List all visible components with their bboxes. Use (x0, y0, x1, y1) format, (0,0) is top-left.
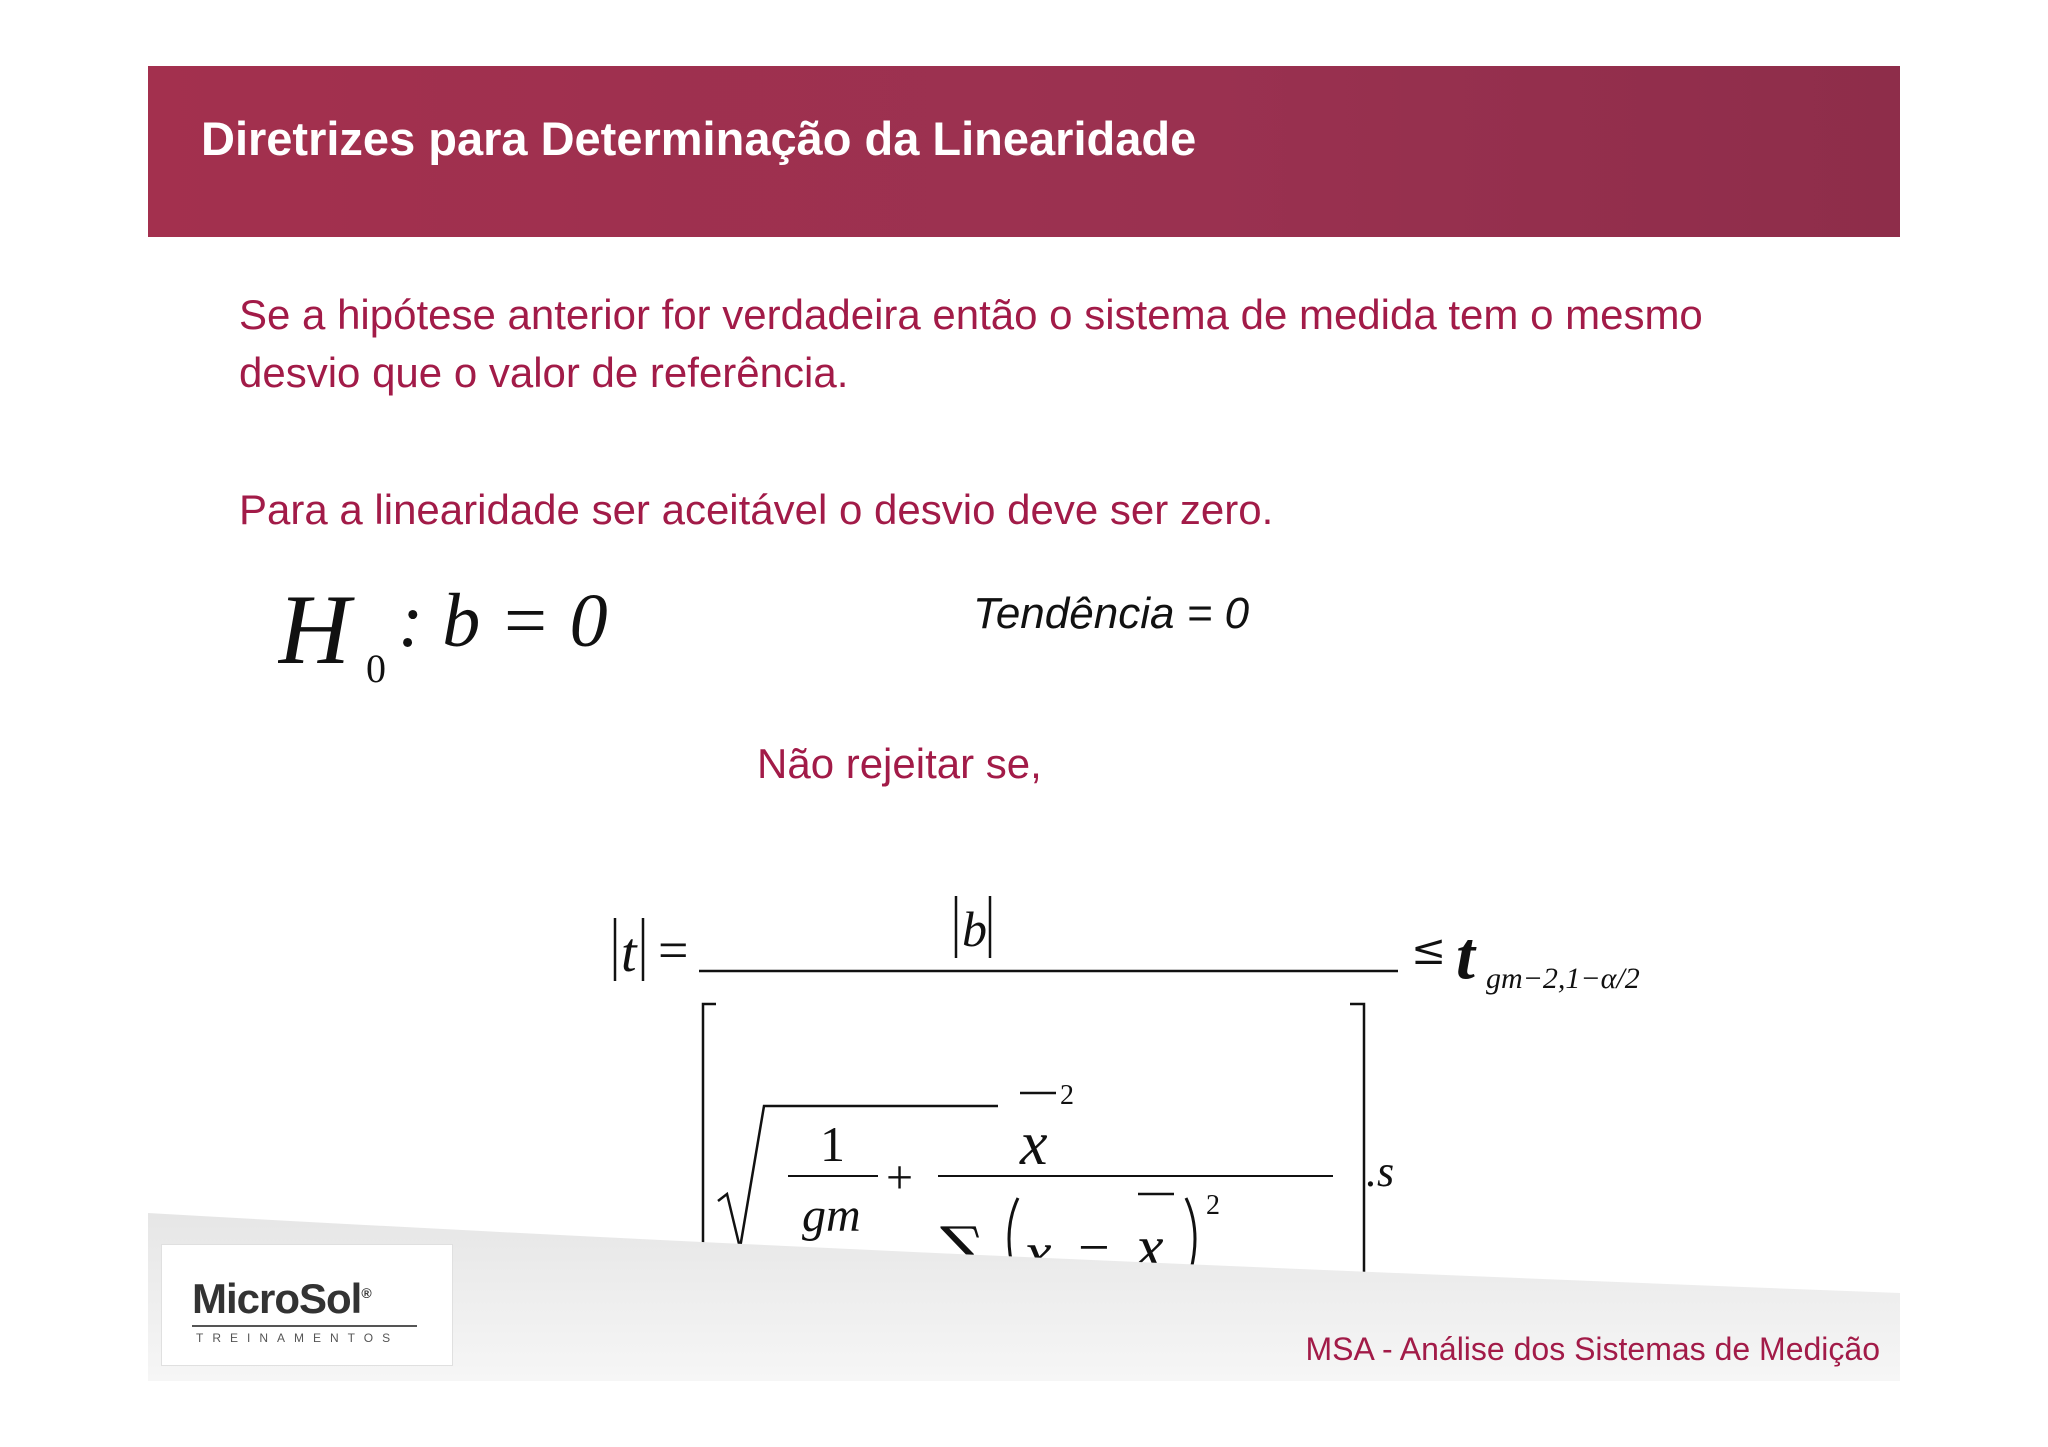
formula-plus: + (886, 1151, 914, 1204)
slide (148, 66, 1900, 1381)
formula-xbar-den: x (1136, 1214, 1164, 1282)
formula-t-subscript: gm−2,1−α/2 (1486, 962, 1640, 995)
microsol-logo (161, 1244, 453, 1366)
slide-title: Diretrizes para Determinação da Linearidade (201, 112, 1197, 165)
formula-dot-s: .s (1366, 1147, 1395, 1196)
paragraph-hypothesis: Se a hipótese anterior for verdadeira então o sistema de medida tem o mesmo desvio que o valor de referência. (239, 291, 1703, 396)
formula-t-right: t (1456, 917, 1475, 993)
formula-gm: gm (802, 1189, 861, 1242)
hypothesis-equation (278, 566, 678, 696)
formula-sigma: ∑ (940, 1213, 985, 1286)
hypothesis-subscript: 0 (366, 646, 386, 691)
footer-course-title: MSA - Análise dos Sistemas de Medição (1305, 1331, 1880, 1367)
formula-den-sq: 2 (1206, 1190, 1220, 1221)
logo-divider (192, 1325, 417, 1327)
tendencia-label: Tendência = 0 (973, 589, 1250, 638)
formula-one: 1 (820, 1116, 845, 1172)
nao-rejeitar-label: Não rejeitar se, (757, 740, 1042, 787)
formula-leq: ≤ (1411, 925, 1447, 974)
logo-subtitle: TREINAMENTOS (196, 1331, 400, 1345)
paragraph-linearity: Para a linearidade ser aceitável o desvio deve ser zero. (239, 486, 1274, 533)
formula-xbar-sq: 2 (1060, 1080, 1074, 1111)
slide-header (148, 66, 1900, 237)
formula-equals: = (658, 920, 689, 980)
hypothesis-rest: : b = 0 (398, 579, 608, 663)
formula-xbar: x (1020, 1110, 1048, 1178)
formula-t: t (621, 922, 637, 984)
formula-b: b (962, 901, 987, 957)
formula-minus: − (1078, 1217, 1110, 1279)
logo-name: MicroSol® (192, 1275, 371, 1322)
hypothesis-H: H (278, 574, 351, 685)
formula-xi: x (1024, 1220, 1052, 1288)
